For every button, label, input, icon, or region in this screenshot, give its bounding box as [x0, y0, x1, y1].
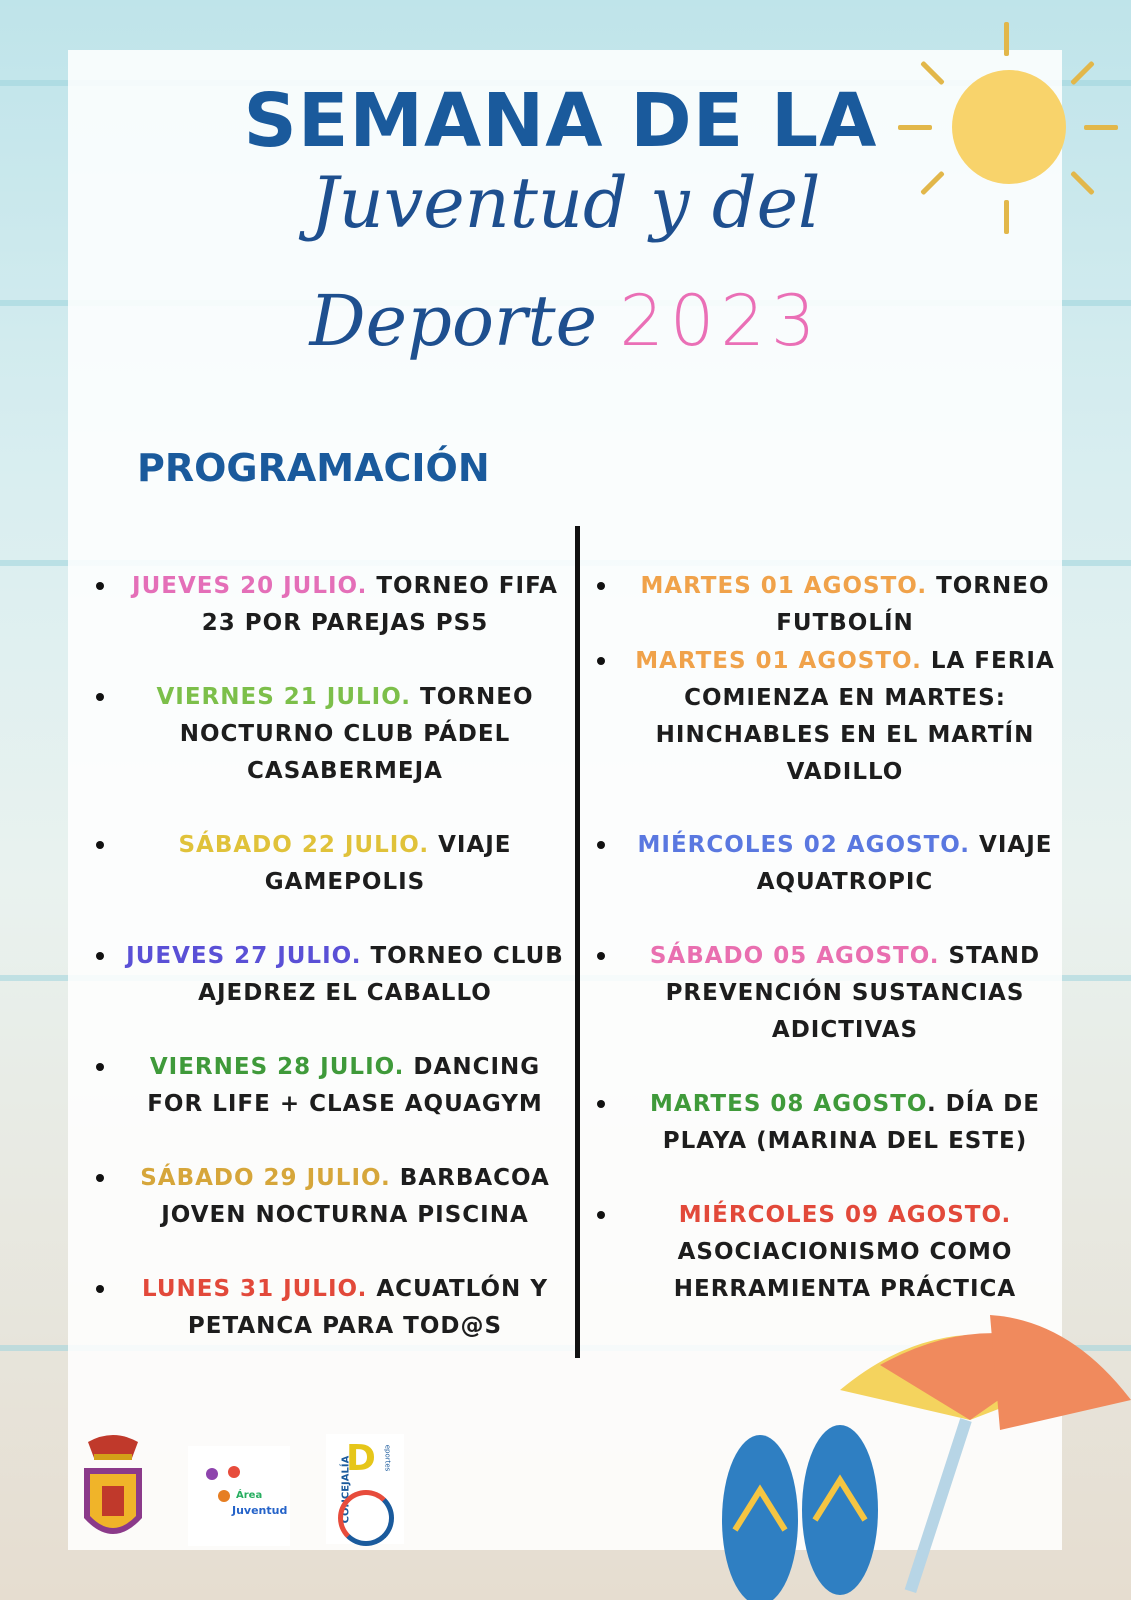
event-date: LUNES 31 JULIO.	[142, 1276, 368, 1302]
list-bullet	[597, 841, 605, 849]
schedule-item	[630, 643, 1060, 791]
schedule-item	[120, 1160, 570, 1234]
schedule-item	[630, 938, 1060, 1049]
schedule-item	[630, 827, 1060, 901]
event-date: JUEVES 20 JULIO.	[132, 573, 368, 599]
concejalia-letter: D	[346, 1438, 376, 1479]
event-date: MARTES 01 AGOSTO.	[635, 648, 922, 674]
event-description: DANCING FOR LIFE + CLASE AQUAGYM	[147, 1054, 543, 1117]
schedule-item	[120, 1049, 570, 1123]
section-title: PROGRAMACIÓN	[137, 446, 490, 490]
event-description: TORNEO CLUB AJEDREZ EL CABALLO	[198, 943, 564, 1006]
schedule-item	[120, 1271, 570, 1345]
list-bullet	[96, 1063, 104, 1071]
event-description: TORNEO FUTBOLÍN	[776, 573, 1050, 636]
schedule-item	[120, 568, 570, 642]
event-date: SÁBADO 05 AGOSTO.	[649, 943, 940, 969]
title-line-1: SEMANA DE LA	[243, 78, 878, 164]
title-line-2: Juventud y del	[310, 162, 821, 244]
event-description: VIAJE AQUATROPIC	[756, 832, 1053, 895]
event-date: VIERNES 21 JULIO.	[156, 684, 412, 710]
event-date: SÁBADO 22 JULIO.	[178, 832, 430, 858]
schedule-item	[630, 1197, 1060, 1308]
title-line-3	[0, 280, 1131, 362]
event-description: . DÍA DE PLAYA (MARINA DEL ESTE)	[662, 1091, 1040, 1154]
event-date: MIÉRCOLES 09 AGOSTO.	[678, 1202, 1012, 1228]
event-description: STAND PREVENCIÓN SUSTANCIAS ADICTIVAS	[665, 943, 1041, 1043]
list-bullet	[597, 657, 605, 665]
event-description: LA FERIA COMIENZA EN MARTES: HINCHABLES EN EL MARTÍN VADILLO	[655, 648, 1055, 785]
list-bullet	[597, 952, 605, 960]
list-bullet	[96, 841, 104, 849]
event-date: MARTES 08 AGOSTO	[650, 1091, 927, 1117]
list-bullet	[96, 1285, 104, 1293]
event-description: ASOCIACIONISMO COMO HERRAMIENTA PRÁCTICA	[673, 1239, 1017, 1302]
title-year: 2023	[619, 280, 822, 362]
concejalia-label: CONCEJALÍA	[340, 1455, 352, 1524]
area-juventud-label-2: Juventud	[232, 1504, 288, 1517]
schedule-item	[120, 938, 570, 1012]
list-bullet	[96, 1174, 104, 1182]
flip-flops-icon	[710, 1420, 890, 1600]
concejalia-deportes-logo	[326, 1434, 404, 1544]
schedule-item	[120, 679, 570, 790]
list-bullet	[597, 1211, 605, 1219]
event-description: BARBACOA JOVEN NOCTURNA PISCINA	[161, 1165, 550, 1228]
list-bullet	[597, 1100, 605, 1108]
schedule-item	[630, 568, 1060, 642]
concejalia-side-label: eportes	[383, 1444, 392, 1472]
event-description: VIAJE GAMEPOLIS	[264, 832, 512, 895]
area-juventud-logo	[188, 1446, 290, 1546]
title-word-deporte: Deporte	[309, 280, 598, 362]
schedule-item	[630, 1086, 1060, 1160]
list-bullet	[597, 582, 605, 590]
schedule-item	[120, 827, 570, 901]
town-coat-of-arms-logo	[80, 1432, 146, 1550]
event-date: MARTES 01 AGOSTO.	[640, 573, 928, 599]
event-description: ACUATLÓN Y PETANCA PARA TOD@S	[187, 1276, 548, 1339]
area-juventud-label-1: Área	[236, 1490, 263, 1501]
event-date: JUEVES 27 JULIO.	[126, 943, 362, 969]
event-description: TORNEO FIFA 23 POR PAREJAS PS5	[201, 573, 558, 636]
column-divider	[575, 526, 580, 1358]
list-bullet	[96, 582, 104, 590]
event-date: SÁBADO 29 JULIO.	[140, 1165, 391, 1191]
event-description: TORNEO NOCTURNO CLUB PÁDEL CASABERMEJA	[179, 684, 534, 784]
list-bullet	[96, 952, 104, 960]
event-date: VIERNES 28 JULIO.	[149, 1054, 405, 1080]
list-bullet	[96, 693, 104, 701]
event-date: MIÉRCOLES 02 AGOSTO.	[637, 832, 971, 858]
